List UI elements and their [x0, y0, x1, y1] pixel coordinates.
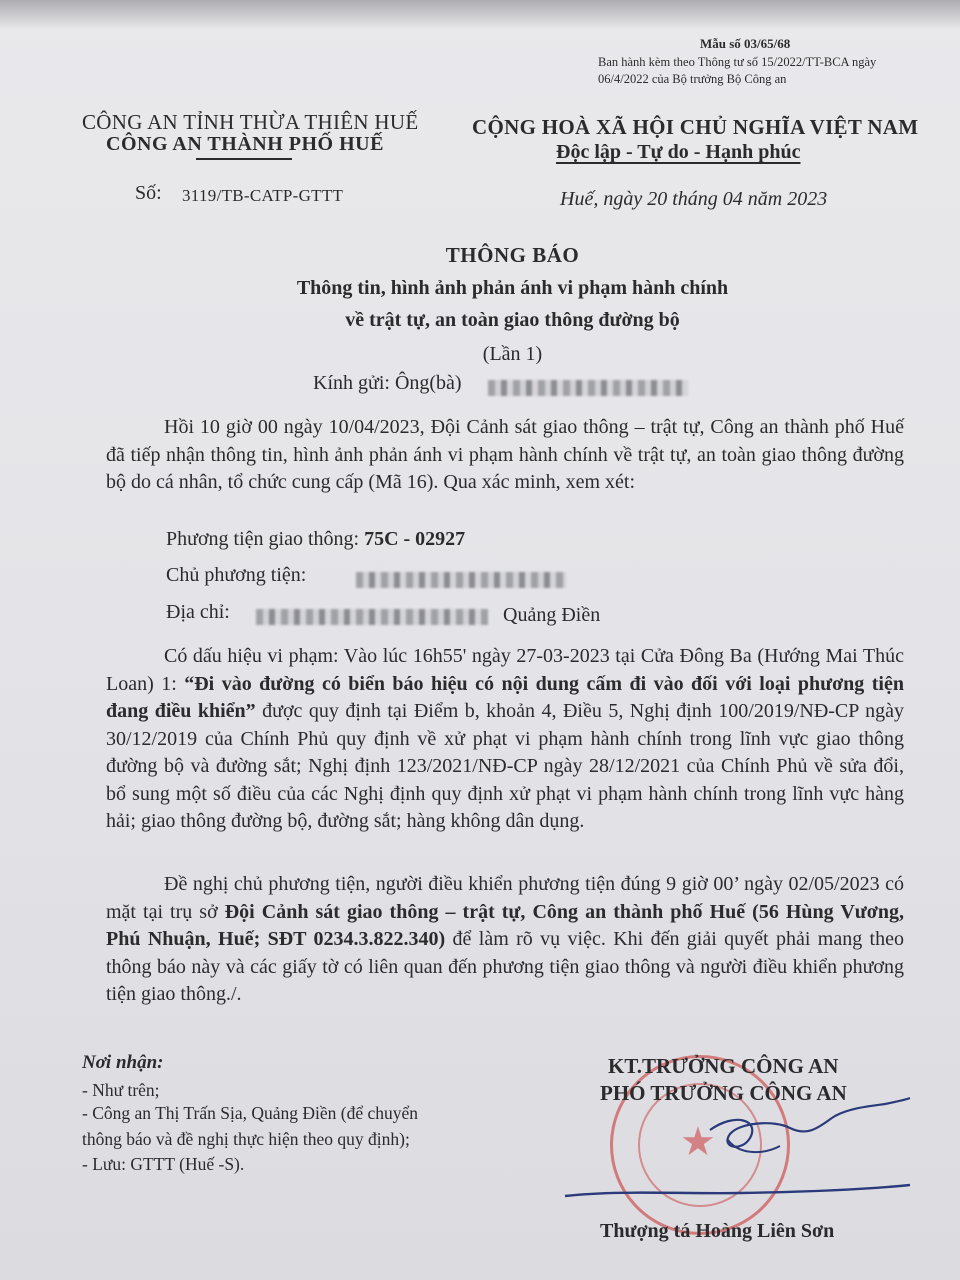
- notice-round: (Lần 1): [482, 343, 543, 365]
- recipient-item: - Như trên;: [82, 1080, 160, 1100]
- redacted-recipient-name: [488, 380, 688, 396]
- address-label: Địa chỉ:: [166, 601, 230, 623]
- signer-name: Thượng tá Hoàng Liên Sơn: [600, 1220, 835, 1242]
- place-date: Huế, ngày 20 tháng 04 năm 2023: [560, 188, 828, 210]
- handwritten-signature: [560, 1090, 920, 1210]
- document-title: THÔNG BÁO: [445, 243, 580, 267]
- recipient-item: - Công an Thị Trấn Sịa, Quảng Điền (để chuyển: [82, 1103, 419, 1123]
- signature-title-2: PHÓ TRƯỞNG CÔNG AN: [600, 1081, 847, 1105]
- recipients-title: Nơi nhận:: [82, 1052, 164, 1073]
- document-subtitle-2: về trật tự, an toàn giao thông đường bộ: [345, 309, 680, 331]
- address-line: [166, 601, 230, 624]
- national-motto: Độc lập - Tự do - Hạnh phúc: [556, 141, 801, 163]
- document-subtitle-1: Thông tin, hình ảnh phản ánh vi phạm hành chính: [296, 277, 729, 299]
- recipient-item: - Lưu: GTTT (Huế -S).: [82, 1154, 245, 1174]
- agency-parent: CÔNG AN TỈNH THỪA THIÊN HUẾ: [82, 110, 419, 134]
- paragraph-request: Đề nghị chủ phương tiện, người điều khiển phương tiện đúng 9 giờ 00’ ngày 02/05/2023 có mặt tại trụ sở Đội Cảnh sát giao thông – trật tự, Công an thành phố Huế (56 Hùng Vương, Phú Nhuận, Huế; SĐT 0234.3.822.340) để làm rõ vụ việc. Khi đến giải quyết phải mang theo thông báo này và các giấy tờ có liên quan đến phương tiện giao thông và người điều khiển phương tiện giao thông./.: [106, 873, 904, 1005]
- doc-number-label: Số:: [135, 182, 162, 204]
- doc-number: 3119/TB-CATP-GTTT: [182, 186, 344, 205]
- recipient-label: Kính gửi: Ông(bà): [313, 372, 462, 394]
- agency-underline: [196, 158, 292, 160]
- country-name: CỘNG HOÀ XÃ HỘI CHỦ NGHĨA VIỆT NAM: [472, 115, 919, 139]
- address-district: Quảng Điền: [503, 604, 601, 626]
- form-id: Mẫu số 03/65/68: [700, 36, 791, 51]
- redacted-owner-name: [356, 572, 566, 588]
- paragraph-intro: Hồi 10 giờ 00 ngày 10/04/2023, Đội Cảnh sát giao thông – trật tự, Công an thành phố Huế đã tiếp nhận thông tin, hình ảnh phản ánh vi phạm hành chính về trật tự, an toàn giao thông đường bộ do cá nhân, tổ chức cung cấp (Mã 16). Qua xác minh, xem xét:: [106, 416, 904, 493]
- vehicle-line: [166, 528, 465, 551]
- signature-title-1: KT.TRƯỞNG CÔNG AN: [608, 1054, 839, 1078]
- stamp-star-icon: ★: [680, 1119, 716, 1164]
- recipient-item: thông báo và đề nghị thực hiện theo quy định);: [82, 1129, 410, 1149]
- owner-label: Chủ phương tiện:: [166, 564, 307, 586]
- vehicle-label: Phương tiện giao thông:: [166, 528, 360, 550]
- agency-name: CÔNG AN THÀNH PHỐ HUẾ: [106, 133, 384, 155]
- redacted-address: [256, 609, 488, 625]
- paragraph-violation: Có dấu hiệu vi phạm: Vào lúc 16h55' ngày 27-03-2023 tại Cửa Đông Ba (Hướng Mai Thúc Loan) 1: “Đi vào đường có biển báo hiệu có nội dung cấm đi vào đối với loại phương tiện đang điều khiển” được quy định tại Điểm b, khoản 4, Điều 5, Nghị định 100/2019/NĐ-CP ngày 30/12/2019 của Chính Phủ quy định về xử phạt vi phạm hành chính trong lĩnh vực giao thông đường bộ và đường sắt; Nghị định 123/2021/NĐ-CP ngày 28/12/2021 của Chính Phủ về sửa đổi, bổ sung một số điều của các Nghị định quy định xử phạt vi phạm hành chính trong lĩnh vực hàng hải; giao thông đường bộ, đường sắt; hàng không dân dụng.: [106, 645, 904, 832]
- owner-line: [166, 564, 306, 587]
- form-note: Ban hành kèm theo Thông tư số 15/2022/TT-BCA ngày 06/4/2022 của Bộ trưởng Bộ Công an: [598, 55, 877, 86]
- page-shadow: [0, 0, 960, 30]
- vehicle-plate: 75C - 02927: [364, 528, 466, 550]
